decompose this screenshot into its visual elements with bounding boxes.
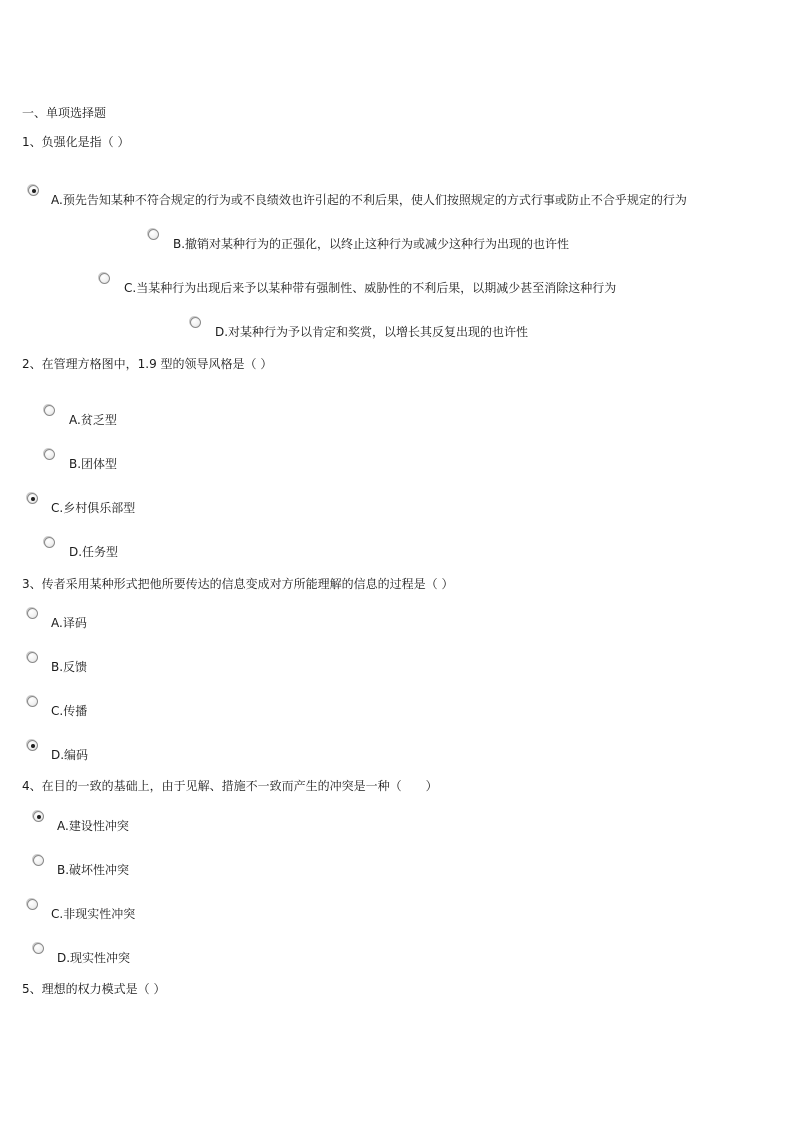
q4-option-c-radio[interactable] [27,899,38,910]
q2-option-d-radio[interactable] [44,537,55,548]
q2-option-d-label: D.任务型 [69,545,119,559]
q3-option-d-label: D.编码 [51,748,89,762]
q3-option-a-radio[interactable] [27,608,38,619]
section-title: 一、单项选择题 [22,106,107,120]
q4-option-a-radio[interactable] [33,811,44,822]
q1-option-b-radio[interactable] [148,229,159,240]
q1-option-b-label: B.撤销对某种行为的正强化，以终止这种行为或减少这种行为出现的也许性 [173,237,570,251]
q3-option-a-label: A.译码 [51,616,87,630]
q3-option-d-radio[interactable] [27,740,38,751]
q1-option-c-radio[interactable] [99,273,110,284]
q1-option-a-label: A.预先告知某种不符合规定的行为或不良绩效也许引起的不利后果，使人们按照规定的方式行事或防止不合乎规定的行为 [51,193,687,207]
q2-option-a-label: A.贫乏型 [69,413,117,427]
q1-option-a-radio[interactable] [28,185,39,196]
q2-option-c-radio[interactable] [27,493,38,504]
q4-option-b-label: B.破坏性冲突 [57,863,130,877]
question-3-text: 3、传者采用某种形式把他所要传达的信息变成对方所能理解的信息的过程是（ ） [22,577,454,591]
q3-option-c-radio[interactable] [27,696,38,707]
q3-option-b-radio[interactable] [27,652,38,663]
q2-option-b-radio[interactable] [44,449,55,460]
q3-option-b-label: B.反馈 [51,660,88,674]
q2-option-a-radio[interactable] [44,405,55,416]
question-1-text: 1、负强化是指（ ） [22,135,130,149]
q1-option-d-radio[interactable] [190,317,201,328]
question-5-text: 5、理想的权力模式是（ ） [22,982,166,996]
question-2-text: 2、在管理方格图中，1.9 型的领导风格是（ ） [22,357,273,371]
q2-option-b-label: B.团体型 [69,457,118,471]
q4-option-d-radio[interactable] [33,943,44,954]
q4-option-a-label: A.建设性冲突 [57,819,129,833]
q1-option-d-label: D.对某种行为予以肯定和奖赏，以增长其反复出现的也许性 [215,325,529,339]
q1-option-c-label: C.当某种行为出现后来予以某种带有强制性、威胁性的不利后果，以期减少甚至消除这种行为 [124,281,617,295]
q2-option-c-label: C.乡村俱乐部型 [51,501,136,515]
q4-option-b-radio[interactable] [33,855,44,866]
q3-option-c-label: C.传播 [51,704,88,718]
q4-option-c-label: C.非现实性冲突 [51,907,136,921]
question-4-text: 4、在目的一致的基础上，由于见解、措施不一致而产生的冲突是一种（ ） [22,779,438,793]
q4-option-d-label: D.现实性冲突 [57,951,131,965]
